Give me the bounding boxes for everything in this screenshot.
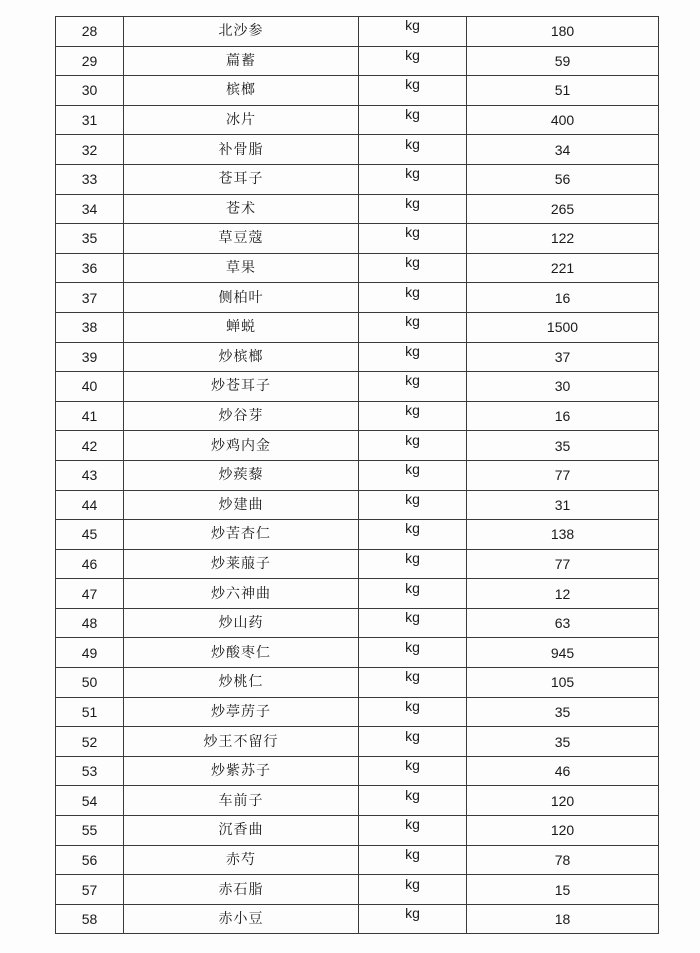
quantity-cell: 46 — [467, 756, 659, 786]
herb-name-cell: 萹蓄 — [124, 46, 359, 76]
row-index-cell: 36 — [56, 253, 124, 283]
row-index-cell: 29 — [56, 46, 124, 76]
unit-label: kg — [405, 135, 420, 152]
herb-name-cell: 苍耳子 — [124, 164, 359, 194]
herb-name-cell: 炒紫苏子 — [124, 756, 359, 786]
herb-name-cell: 炒苦杏仁 — [124, 520, 359, 550]
unit-label: kg — [405, 431, 420, 448]
row-index-cell: 44 — [56, 490, 124, 520]
quantity-cell: 59 — [467, 46, 659, 76]
unit-cell — [359, 668, 467, 698]
table-row — [56, 786, 659, 816]
quantity-cell: 35 — [467, 697, 659, 727]
table-row — [56, 312, 659, 342]
unit-cell — [359, 312, 467, 342]
unit-label: kg — [405, 727, 420, 744]
row-index-cell: 58 — [56, 904, 124, 934]
herb-name-cell: 炒葶苈子 — [124, 697, 359, 727]
quantity-cell: 51 — [467, 76, 659, 106]
row-index-cell: 52 — [56, 727, 124, 757]
row-index-cell: 47 — [56, 579, 124, 609]
herb-name-cell: 冰片 — [124, 105, 359, 135]
quantity-cell: 16 — [467, 283, 659, 313]
herb-name-cell: 炒槟榔 — [124, 342, 359, 372]
unit-label: kg — [405, 76, 420, 93]
row-index-cell: 28 — [56, 17, 124, 47]
unit-cell — [359, 638, 467, 668]
table-row — [56, 608, 659, 638]
unit-label: kg — [405, 46, 420, 63]
unit-label: kg — [405, 549, 420, 566]
unit-cell — [359, 786, 467, 816]
herb-name-cell: 草果 — [124, 253, 359, 283]
quantity-cell: 56 — [467, 164, 659, 194]
quantity-cell: 138 — [467, 520, 659, 550]
unit-cell — [359, 520, 467, 550]
unit-cell — [359, 164, 467, 194]
herb-name-cell: 炒蒺藜 — [124, 460, 359, 490]
quantity-cell: 31 — [467, 490, 659, 520]
quantity-cell: 12 — [467, 579, 659, 609]
row-index-cell: 34 — [56, 194, 124, 224]
herb-quantity-table — [55, 16, 659, 934]
row-index-cell: 30 — [56, 76, 124, 106]
unit-label: kg — [405, 224, 420, 241]
table-row — [56, 904, 659, 934]
quantity-cell: 945 — [467, 638, 659, 668]
unit-cell — [359, 17, 467, 47]
table-row — [56, 224, 659, 254]
unit-label: kg — [405, 757, 420, 774]
herb-name-cell: 赤石脂 — [124, 875, 359, 905]
unit-cell — [359, 608, 467, 638]
unit-label: kg — [405, 638, 420, 655]
table-row — [56, 638, 659, 668]
unit-label: kg — [405, 816, 420, 833]
quantity-cell: 78 — [467, 845, 659, 875]
table-row — [56, 283, 659, 313]
unit-cell — [359, 401, 467, 431]
row-index-cell: 57 — [56, 875, 124, 905]
quantity-cell: 30 — [467, 372, 659, 402]
herb-name-cell: 草豆蔻 — [124, 224, 359, 254]
unit-cell — [359, 460, 467, 490]
row-index-cell: 42 — [56, 431, 124, 461]
unit-cell — [359, 194, 467, 224]
unit-cell — [359, 342, 467, 372]
herb-name-cell: 炒莱菔子 — [124, 549, 359, 579]
unit-label: kg — [405, 609, 420, 626]
quantity-cell: 77 — [467, 460, 659, 490]
unit-label: kg — [405, 254, 420, 271]
table-row — [56, 164, 659, 194]
herb-name-cell: 蝉蜕 — [124, 312, 359, 342]
table-row — [56, 401, 659, 431]
herb-name-cell: 沉香曲 — [124, 816, 359, 846]
unit-cell — [359, 727, 467, 757]
unit-label: kg — [405, 520, 420, 537]
herb-name-cell: 炒桃仁 — [124, 668, 359, 698]
unit-label: kg — [405, 786, 420, 803]
herb-name-cell: 炒苍耳子 — [124, 372, 359, 402]
herb-name-cell: 炒山药 — [124, 608, 359, 638]
unit-label: kg — [405, 402, 420, 419]
herb-name-cell: 炒六神曲 — [124, 579, 359, 609]
quantity-cell: 265 — [467, 194, 659, 224]
row-index-cell: 32 — [56, 135, 124, 165]
unit-label: kg — [405, 845, 420, 862]
quantity-cell: 34 — [467, 135, 659, 165]
quantity-cell: 18 — [467, 904, 659, 934]
unit-cell — [359, 697, 467, 727]
quantity-cell: 35 — [467, 727, 659, 757]
unit-label: kg — [405, 165, 420, 182]
herb-name-cell: 炒建曲 — [124, 490, 359, 520]
table-row — [56, 756, 659, 786]
table-row — [56, 76, 659, 106]
unit-cell — [359, 46, 467, 76]
quantity-cell: 1500 — [467, 312, 659, 342]
quantity-cell: 122 — [467, 224, 659, 254]
unit-label: kg — [405, 875, 420, 892]
herb-name-cell: 赤芍 — [124, 845, 359, 875]
unit-label: kg — [405, 905, 420, 922]
quantity-cell: 120 — [467, 816, 659, 846]
unit-cell — [359, 816, 467, 846]
quantity-cell: 77 — [467, 549, 659, 579]
quantity-cell: 180 — [467, 17, 659, 47]
row-index-cell: 43 — [56, 460, 124, 490]
table-row — [56, 342, 659, 372]
herb-name-cell: 炒鸡内金 — [124, 431, 359, 461]
unit-label: kg — [405, 697, 420, 714]
row-index-cell: 50 — [56, 668, 124, 698]
quantity-cell: 221 — [467, 253, 659, 283]
quantity-cell: 37 — [467, 342, 659, 372]
row-index-cell: 45 — [56, 520, 124, 550]
herb-name-cell: 炒酸枣仁 — [124, 638, 359, 668]
table-row — [56, 816, 659, 846]
herb-name-cell: 槟榔 — [124, 76, 359, 106]
unit-cell — [359, 372, 467, 402]
unit-cell — [359, 283, 467, 313]
table-row — [56, 697, 659, 727]
unit-label: kg — [405, 461, 420, 478]
unit-cell — [359, 904, 467, 934]
row-index-cell: 38 — [56, 312, 124, 342]
table-row — [56, 135, 659, 165]
unit-cell — [359, 105, 467, 135]
row-index-cell: 31 — [56, 105, 124, 135]
quantity-cell: 16 — [467, 401, 659, 431]
table-row — [56, 253, 659, 283]
table-body — [56, 17, 659, 934]
row-index-cell: 56 — [56, 845, 124, 875]
unit-cell — [359, 135, 467, 165]
unit-label: kg — [405, 579, 420, 596]
row-index-cell: 54 — [56, 786, 124, 816]
quantity-cell: 120 — [467, 786, 659, 816]
row-index-cell: 39 — [56, 342, 124, 372]
unit-label: kg — [405, 17, 420, 34]
table-row — [56, 490, 659, 520]
row-index-cell: 48 — [56, 608, 124, 638]
unit-cell — [359, 76, 467, 106]
table-row — [56, 668, 659, 698]
unit-label: kg — [405, 342, 420, 359]
unit-cell — [359, 431, 467, 461]
unit-label: kg — [405, 283, 420, 300]
table-row — [56, 845, 659, 875]
row-index-cell: 55 — [56, 816, 124, 846]
unit-label: kg — [405, 372, 420, 389]
row-index-cell: 33 — [56, 164, 124, 194]
table-row — [56, 549, 659, 579]
row-index-cell: 41 — [56, 401, 124, 431]
table-row — [56, 17, 659, 47]
unit-cell — [359, 490, 467, 520]
unit-cell — [359, 875, 467, 905]
herb-name-cell: 赤小豆 — [124, 904, 359, 934]
row-index-cell: 40 — [56, 372, 124, 402]
table-row — [56, 520, 659, 550]
row-index-cell: 37 — [56, 283, 124, 313]
table-row — [56, 194, 659, 224]
unit-cell — [359, 253, 467, 283]
quantity-cell: 35 — [467, 431, 659, 461]
unit-label: kg — [405, 313, 420, 330]
row-index-cell: 46 — [56, 549, 124, 579]
unit-cell — [359, 549, 467, 579]
quantity-cell: 400 — [467, 105, 659, 135]
unit-label: kg — [405, 668, 420, 685]
table-row — [56, 579, 659, 609]
table-row — [56, 105, 659, 135]
unit-label: kg — [405, 106, 420, 123]
herb-name-cell: 北沙参 — [124, 17, 359, 47]
herb-name-cell: 炒谷芽 — [124, 401, 359, 431]
unit-cell — [359, 756, 467, 786]
unit-cell — [359, 579, 467, 609]
herb-name-cell: 苍术 — [124, 194, 359, 224]
herb-name-cell: 车前子 — [124, 786, 359, 816]
unit-cell — [359, 224, 467, 254]
table-row — [56, 372, 659, 402]
table-row — [56, 875, 659, 905]
unit-label: kg — [405, 194, 420, 211]
herb-name-cell: 侧柏叶 — [124, 283, 359, 313]
quantity-cell: 63 — [467, 608, 659, 638]
unit-cell — [359, 845, 467, 875]
row-index-cell: 51 — [56, 697, 124, 727]
quantity-cell: 105 — [467, 668, 659, 698]
row-index-cell: 35 — [56, 224, 124, 254]
table-row — [56, 431, 659, 461]
table-row — [56, 46, 659, 76]
row-index-cell: 49 — [56, 638, 124, 668]
row-index-cell: 53 — [56, 756, 124, 786]
quantity-cell: 15 — [467, 875, 659, 905]
herb-name-cell: 补骨脂 — [124, 135, 359, 165]
herb-name-cell: 炒王不留行 — [124, 727, 359, 757]
table-row — [56, 727, 659, 757]
unit-label: kg — [405, 490, 420, 507]
table-row — [56, 460, 659, 490]
